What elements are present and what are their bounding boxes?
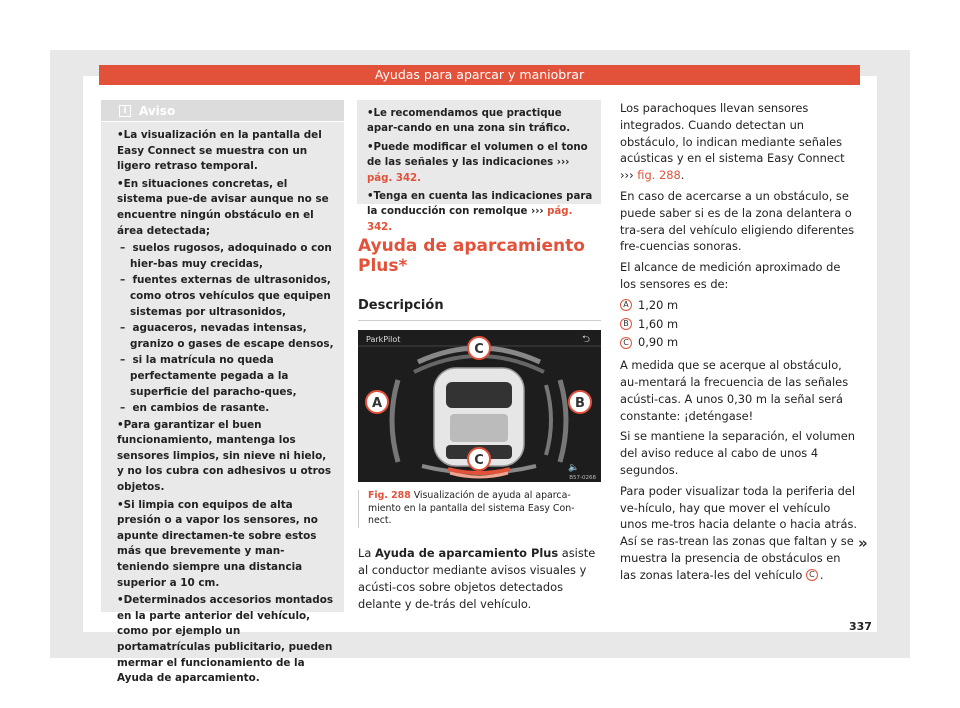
warning-item: • En situaciones concretas, el sistema pue-de avisar aunque no se encuentre ningún obstáculo en el área detectada;	[117, 177, 336, 239]
page-link[interactable]: pág. 342.	[367, 206, 573, 233]
zone-label-b	[569, 391, 591, 413]
paragraph-zones: En caso de acercarse a un obstáculo, se puede saber si es de la zona delantera o tra-sera del vehículo eligiendo diferentes fre-cuencias sonoras.	[620, 188, 855, 254]
description-post: asiste al conductor mediante avisos visuales y acústi-cos sobre objetos detectados delante y de-trás del vehículo.	[358, 546, 596, 611]
distance-value: 1,60 m	[638, 316, 679, 331]
distance-item	[620, 297, 858, 314]
fig-link[interactable]: fig. 288	[637, 168, 681, 183]
warning-subitem: – fuentes externas de ultrasonidos, como otros vehículos que equipen sistemas por ultrasonidos,	[119, 273, 336, 320]
continue-mark: »	[858, 534, 868, 552]
warning-title: Aviso	[139, 103, 176, 118]
tip-item: • Puede modificar el volumen o el tono de las señales y las indicaciones ››› pág. 342.	[367, 140, 593, 186]
tip-box-wrap	[357, 100, 601, 233]
tip-box	[357, 100, 601, 233]
warning-subitem: – si la matrícula no queda perfectamente pegada a la superficie del paracho-ques,	[119, 353, 336, 400]
parkpilot-figure	[358, 330, 601, 482]
section-title-line2: Plus*	[358, 256, 408, 276]
figure-number: Fig. 288	[368, 490, 411, 501]
warning-box	[101, 100, 344, 685]
svg-text:A: A	[371, 396, 383, 411]
info-icon: i	[119, 105, 131, 117]
warning-list	[101, 122, 344, 687]
svg-text:C: C	[474, 342, 484, 357]
paragraph-frequency: A medida que se acerque al obstáculo, au-mentará la frecuencia de las señales acústi-cas. A unos 0,30 m la señal será constante: ¡deténgase!	[620, 358, 849, 423]
right-column	[620, 100, 858, 588]
zone-badge: B	[620, 318, 632, 330]
back-icon: ⮌	[581, 334, 590, 345]
distance-value: 0,90 m	[638, 335, 679, 350]
warning-subitem: – suelos rugosos, adoquinado o con hier-bas muy crecidas,	[119, 241, 336, 272]
distance-item	[620, 316, 858, 333]
warning-item: • Determinados accesorios montados en la parte anterior del vehículo, como por ejemplo un portamatrículas publicitario, pueden mermar el funcionamiento de la Ayuda de aparcamiento.	[117, 593, 336, 687]
zone-label-a	[366, 391, 388, 413]
subsection-title: Descripción	[358, 298, 444, 313]
warning-item: • La visualización en la pantalla del Easy Connect se muestra con un ligero retraso temporal.	[117, 128, 336, 175]
figure-caption	[368, 490, 598, 528]
paragraph-volume: Si se mantiene la separación, el volumen del aviso reduce al cabo de unos 4 segundos.	[620, 429, 856, 477]
distance-item	[620, 334, 858, 351]
caption-rule	[358, 490, 359, 528]
subsection-rule	[358, 320, 601, 321]
description-pre: La	[358, 546, 375, 560]
figure-caption-text: Visualización de ayuda al aparca-miento en la pantalla del sistema Easy Con-nect.	[368, 490, 575, 527]
page-number: 337	[849, 620, 872, 633]
zone-label-c-top	[468, 337, 490, 359]
tip-item: • Le recomendamos que practique apar-cando en una zona sin tráfico.	[367, 106, 593, 137]
description-paragraph	[358, 545, 602, 613]
svg-text:C: C	[474, 453, 484, 468]
paragraph-periphery: Para poder visualizar toda la periferia del ve-hículo, hay que mover el vehículo unos me-tros hacia delante o hacia atrás. Así se ras-trean las zonas que faltan y se muestra la presencia de obstáculos en las zonas latera-les del vehículo C .	[620, 483, 858, 582]
zone-label-c-bottom	[468, 448, 490, 470]
warning-subitem: – aguaceros, nevadas intensas, granizo o gases de escape densos,	[119, 321, 336, 352]
svg-text:B: B	[575, 396, 585, 411]
parkpilot-screen	[358, 330, 601, 482]
distance-list	[620, 297, 858, 351]
zone-badge: A	[620, 299, 632, 311]
distance-value: 1,20 m	[638, 297, 679, 312]
warning-item: • Si limpia con equipos de alta presión o a vapor los sensores, no apunte directamen-te sobre estos más que brevemente y man-teniendo siempre una distancia superior a 10 cm.	[117, 498, 336, 592]
paragraph-sensors: Los parachoques llevan sensores integrados. Cuando detectan un obstáculo, lo indican mediante señales acústicas y en el sistema Easy Connect ››› fig. 288.	[620, 101, 845, 183]
page-link[interactable]: pág. 342.	[367, 172, 422, 184]
warning-box-header	[101, 100, 344, 122]
tip-item: • Tenga en cuenta las indicaciones para la conducción con remolque ››› pág. 342.	[367, 189, 593, 235]
description-bold: Ayuda de aparcamiento Plus	[374, 546, 559, 560]
section-title	[358, 236, 585, 276]
zone-badge: C	[620, 337, 632, 349]
warning-subitem: – en cambios de rasante.	[119, 401, 336, 417]
paragraph-range: El alcance de medición aproximado de los sensores es de:	[620, 260, 841, 291]
zone-ref-c: C	[806, 569, 818, 581]
section-title-line1: Ayuda de aparcamiento	[358, 236, 585, 256]
warning-item: • Para garantizar el buen funcionamiento, mantenga los sensores limpios, sin nieve ni hielo, y no los cubra con adhesivos u otros objetos.	[117, 418, 336, 496]
screen-title: ParkPilot	[366, 335, 401, 344]
volume-icon: 🔈	[568, 463, 580, 473]
running-header: Ayudas para aparcar y maniobrar	[99, 65, 860, 85]
figure-code: B57-0268	[569, 475, 596, 481]
